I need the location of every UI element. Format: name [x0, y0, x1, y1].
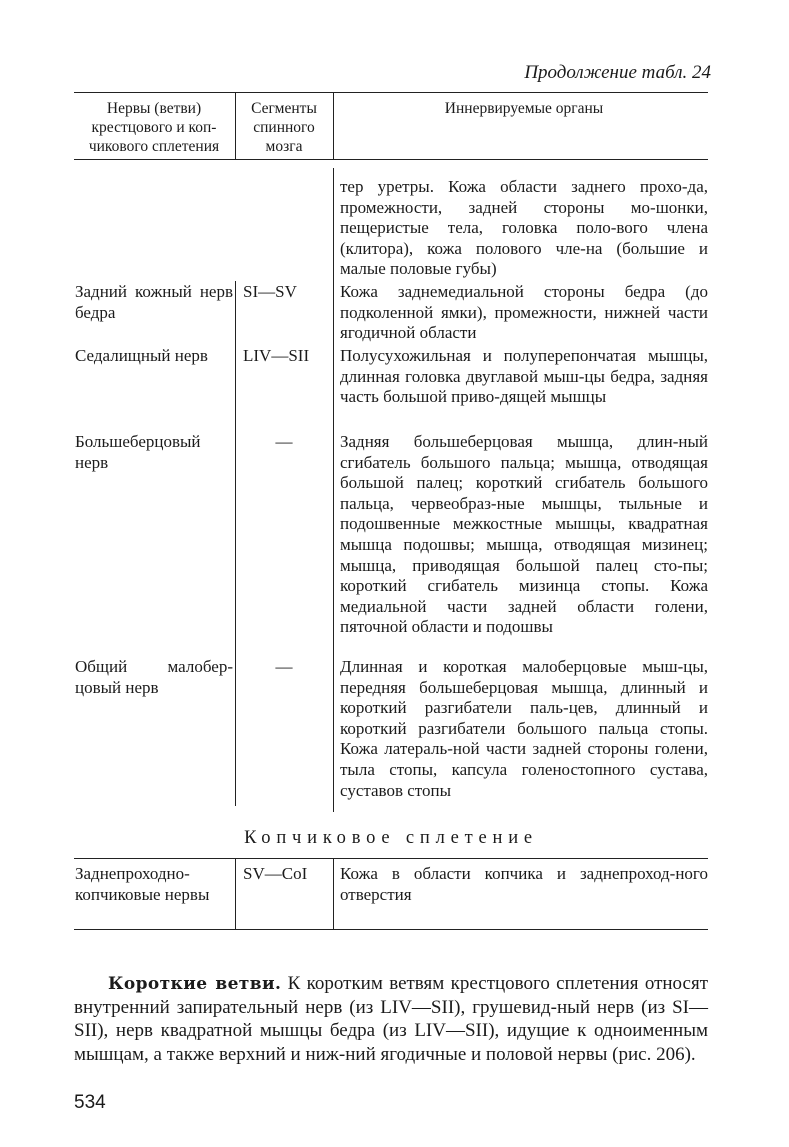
- header-col-divider-2: [333, 92, 334, 159]
- table-row-2-nerve: Седалищный нерв: [75, 346, 208, 365]
- header-organs: Иннервируемые органы: [444, 100, 604, 117]
- coccygeal-row-organs: Кожа в области копчика и заднепроход-ного отверстия: [340, 864, 708, 904]
- body-col-divider-2: [333, 168, 334, 812]
- table-row-4-segments: —: [275, 657, 293, 676]
- table-top-rule: [74, 92, 708, 93]
- paragraph-text: К коротким ветвям крестцового сплетения относят внутренний запирательный нерв (из LIV—SII), грушевид-ный нерв (из SI—SII), нерв квадратной мышцы бедра (из LIV—SII), идущие к одноименным мышцам, а также верхний и ниж-ний ягодичные и половой нервы (рис. 206).: [74, 973, 709, 1065]
- header-bottom-rule: [74, 159, 708, 160]
- page-number: 534: [74, 1092, 106, 1113]
- section-rule: [74, 858, 708, 859]
- coccygeal-col-divider-1: [235, 858, 236, 929]
- header-col-divider-1: [235, 92, 236, 159]
- table-row-4-organs: Длинная и короткая малоберцовые мыш-цы, передняя большеберцовая мышца, длинный и короткий разгибатели паль-цев, длинный и короткий разгибатели большого пальца стопы. Кожа латераль-ной части задней стороны голени, тыла стопы, капсула голеностопного сустава, суставов стопы: [340, 657, 708, 800]
- table-bottom-rule: [74, 929, 708, 930]
- table-row-1-segments: SI—SV: [243, 282, 297, 301]
- coccygeal-row-nerve: Заднепроходно-копчиковые нервы: [75, 864, 210, 904]
- table-row-1-nerve: Задний кожный нерв бедра: [75, 282, 233, 322]
- table-row-3-organs: Задняя большеберцовая мышца, длин-ный сгибатель большого пальца; мышца, отводящая большой палец; короткий сгибатель большого пальца, червеобраз-ные мышцы, тыльные и подошвенные межкостные мышцы, квадратная мышца подошвы; мышца, отводящая мизинец; мышца, приводящая большой палец сто-пы; короткий сгибатель мизинца стопы. Кожа медиальной части задней области голени, пяточной области и подошвы: [340, 432, 708, 637]
- table-row-2-organs: Полусухожильная и полуперепончатая мышцы, длинная головка двуглавой мыш-цы бедра, задняя часть большой приво-дящей мышцы: [340, 346, 708, 407]
- table-row-0-organs: тер уретры. Кожа области заднего прохо-да, промежности, задней стороны мо-шонки, пещеристые тела, головка поло-вого члена (клитора), кожа полового чле-на (большие и малые половые губы): [340, 177, 708, 279]
- header-nerves: Нервы (ветви) крестцового и коп-чикового сплетения: [88, 100, 220, 155]
- header-segments: Сегменты спинного мозга: [251, 100, 317, 155]
- table-row-3-segments: —: [275, 432, 293, 451]
- table-row-4-nerve: Общий малобер-цовый нерв: [75, 657, 233, 697]
- body-paragraph: [74, 972, 708, 1066]
- section-title-coccygeal-plexus: Копчиковое сплетение: [244, 828, 538, 848]
- coccygeal-row-segments: SV—CoI: [243, 864, 308, 883]
- table-row-3-nerve: Большеберцовый нерв: [75, 432, 201, 472]
- table-row-2-segments: LIV—SII: [243, 346, 310, 365]
- paragraph-bold-lead: Короткие ветви.: [108, 974, 282, 994]
- body-col-divider-1: [235, 281, 236, 806]
- table-row-1-organs: Кожа заднемедиальной стороны бедра (до подколенной ямки), промежности, нижней части ягодичной области: [340, 282, 708, 343]
- table-continuation-label: Продолжение табл. 24: [524, 62, 711, 83]
